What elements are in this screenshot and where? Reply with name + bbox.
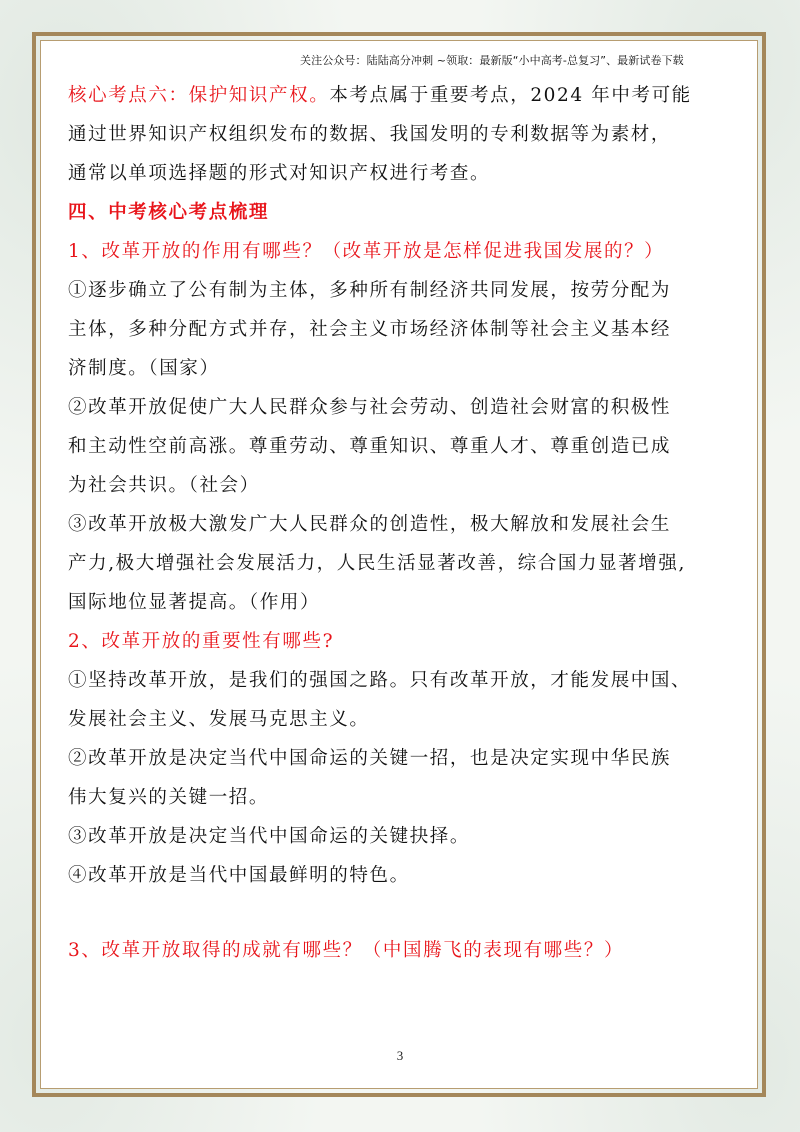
page-number: 3 — [396, 1048, 404, 1063]
section-title: 四、中考核心考点梳理 — [68, 202, 270, 223]
q2-line: 发展社会主义、发展马克思主义。 — [68, 709, 370, 730]
q2-line: ①坚持改革开放，是我们的强国之路。只有改革开放，才能发展中国、 — [68, 670, 692, 691]
q2-line: ③改革开放是决定当代中国命运的关键抉择。 — [68, 826, 471, 847]
q2-line: ④改革开放是当代中国最鲜明的特色。 — [68, 865, 410, 886]
q1-line: ①逐步确立了公有制为主体，多种所有制经济共同发展，按劳分配为 — [68, 280, 672, 301]
q1-title: 1、改革开放的作用有哪些？（改革开放是怎样促进我国发展的？） — [68, 241, 665, 262]
intro-line-1 — [68, 76, 748, 115]
intro-line-2: 通过世界知识产权组织发布的数据、我国发明的专利数据等为素材， — [68, 124, 672, 145]
q1-line: 和主动性空前高涨。尊重劳动、尊重知识、尊重人才、尊重创造已成 — [68, 436, 672, 457]
intro-line-1-rest: 本考点属于重要考点，2024 年中考可能 — [329, 85, 692, 106]
q1-line: 国际地位显著提高。（作用） — [68, 592, 321, 613]
q2-title: 2、改革开放的重要性有哪些? — [68, 631, 335, 652]
intro-line-3: 通常以单项选择题的形式对知识产权进行考查。 — [68, 163, 491, 184]
q1-line: 为社会共识。（社会） — [68, 475, 260, 496]
header-note: 关注公众号：陆陆高分冲刺 ~领取：最新版“小中高考-总复习”、最新试卷下载 — [300, 54, 684, 67]
q2-line: 伟大复兴的关键一招。 — [68, 787, 270, 808]
document-body — [68, 76, 748, 970]
q1-line: 济制度。（国家） — [68, 358, 220, 379]
intro-title: 核心考点六：保护知识产权。 — [68, 85, 330, 106]
q2-line: ②改革开放是决定当代中国命运的关键一招，也是决定实现中华民族 — [68, 748, 672, 769]
q1-line: ②改革开放促使广大人民群众参与社会劳动、创造社会财富的积极性 — [68, 397, 672, 418]
q3-title: 3、改革开放取得的成就有哪些？（中国腾飞的表现有哪些？） — [68, 940, 625, 961]
q1-line: 主体，多种分配方式并存，社会主义市场经济体制等社会主义基本经 — [68, 319, 672, 340]
q1-line: 产力,极大增强社会发展活力，人民生活显著改善，综合国力显著增强, — [68, 553, 686, 574]
q1-line: ③改革开放极大激发广大人民群众的创造性，极大解放和发展社会生 — [68, 514, 672, 535]
spacer — [68, 895, 748, 931]
